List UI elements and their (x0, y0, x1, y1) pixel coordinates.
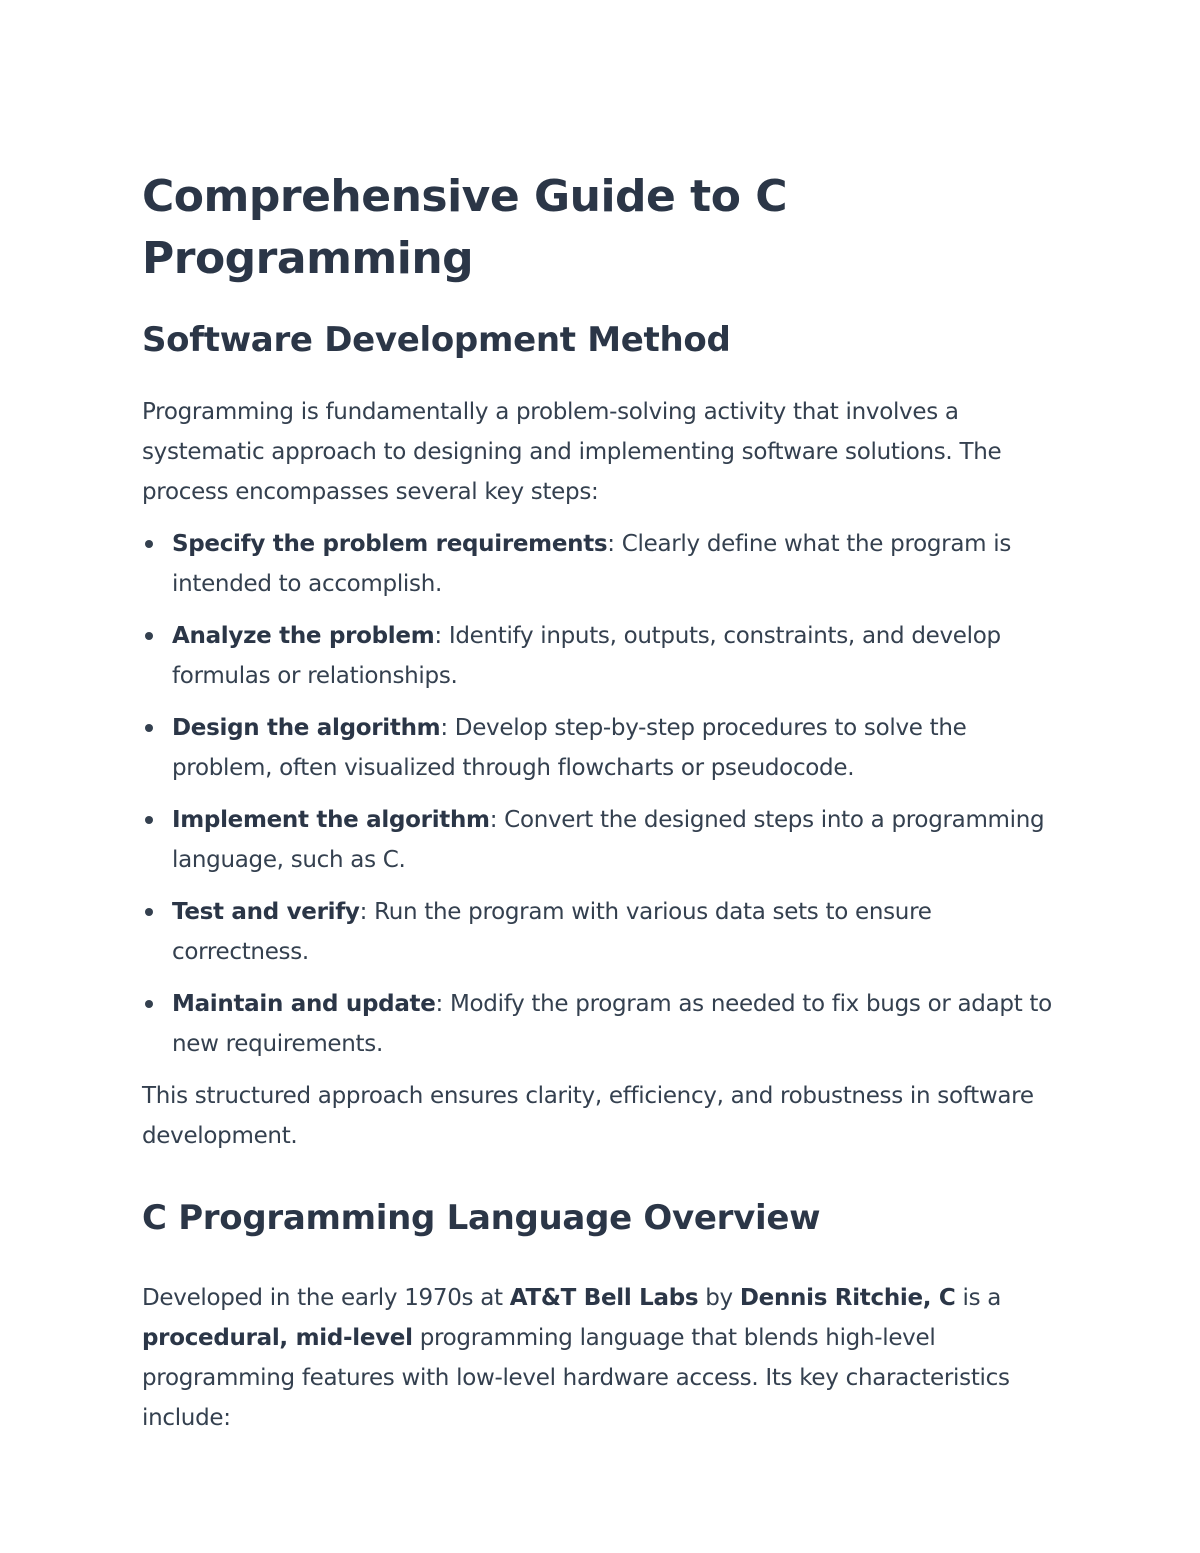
step-text: : Clearly define what the program is intended to accomplish. (172, 531, 1012, 597)
bullet-icon (145, 908, 153, 916)
overview-text-2: by (698, 1285, 740, 1311)
step-text: : Identify inputs, outputs, constraints, and develop formulas or relationships. (172, 623, 1001, 689)
step-term: Design the algorithm (172, 715, 441, 741)
document-content (142, 166, 1072, 1438)
list-item (142, 524, 1072, 604)
development-steps-list (142, 524, 1072, 1064)
list-item (142, 984, 1072, 1064)
overview-bold-ritchie: Dennis Ritchie, C (739, 1285, 956, 1311)
c-overview-paragraph (142, 1278, 1072, 1438)
step-text: : Develop step-by-step procedures to solve the problem, often visualized through flowcharts or pseudocode. (172, 715, 967, 781)
step-text: : Modify the program as needed to fix bugs or adapt to new requirements. (172, 991, 1052, 1057)
step-term: Maintain and update (172, 991, 436, 1017)
section1-outro-paragraph: This structured approach ensures clarity, efficiency, and robustness in software development. (142, 1083, 1034, 1149)
bullet-icon (145, 724, 153, 732)
bullet-icon (145, 816, 153, 824)
bullet-icon (145, 632, 153, 640)
bullet-icon (145, 540, 153, 548)
section-heading-c-overview: C Programming Language Overview (142, 1198, 821, 1238)
page-title: Comprehensive Guide to C Programming (142, 171, 788, 284)
step-term: Implement the algorithm (172, 807, 490, 833)
overview-bold-procedural: procedural, mid-level (142, 1325, 413, 1351)
step-text: : Run the program with various data sets to ensure correctness. (172, 899, 932, 965)
list-item (142, 616, 1072, 696)
overview-bold-bell-labs: AT&T Bell Labs (509, 1285, 699, 1311)
step-term: Analyze the problem (172, 623, 435, 649)
overview-text-4: programming language that blends high-level programming features with low-level hardware access. Its key characteristics include: (142, 1325, 1010, 1431)
step-text: : Convert the designed steps into a programming language, such as C. (172, 807, 1045, 873)
section1-intro-paragraph: Programming is fundamentally a problem-solving activity that involves a systematic approach to designing and implementing software solutions. The process encompasses several key steps: (142, 399, 1002, 505)
step-term: Specify the problem requirements (172, 531, 608, 557)
list-item (142, 892, 1072, 972)
overview-text-1: Developed in the early 1970s at (142, 1285, 510, 1311)
section-heading-software-development: Software Development Method (142, 320, 731, 360)
list-item (142, 800, 1072, 880)
bullet-icon (145, 1000, 153, 1008)
step-term: Test and verify (172, 899, 360, 925)
overview-text-3: is a (955, 1285, 1002, 1311)
list-item (142, 708, 1072, 788)
